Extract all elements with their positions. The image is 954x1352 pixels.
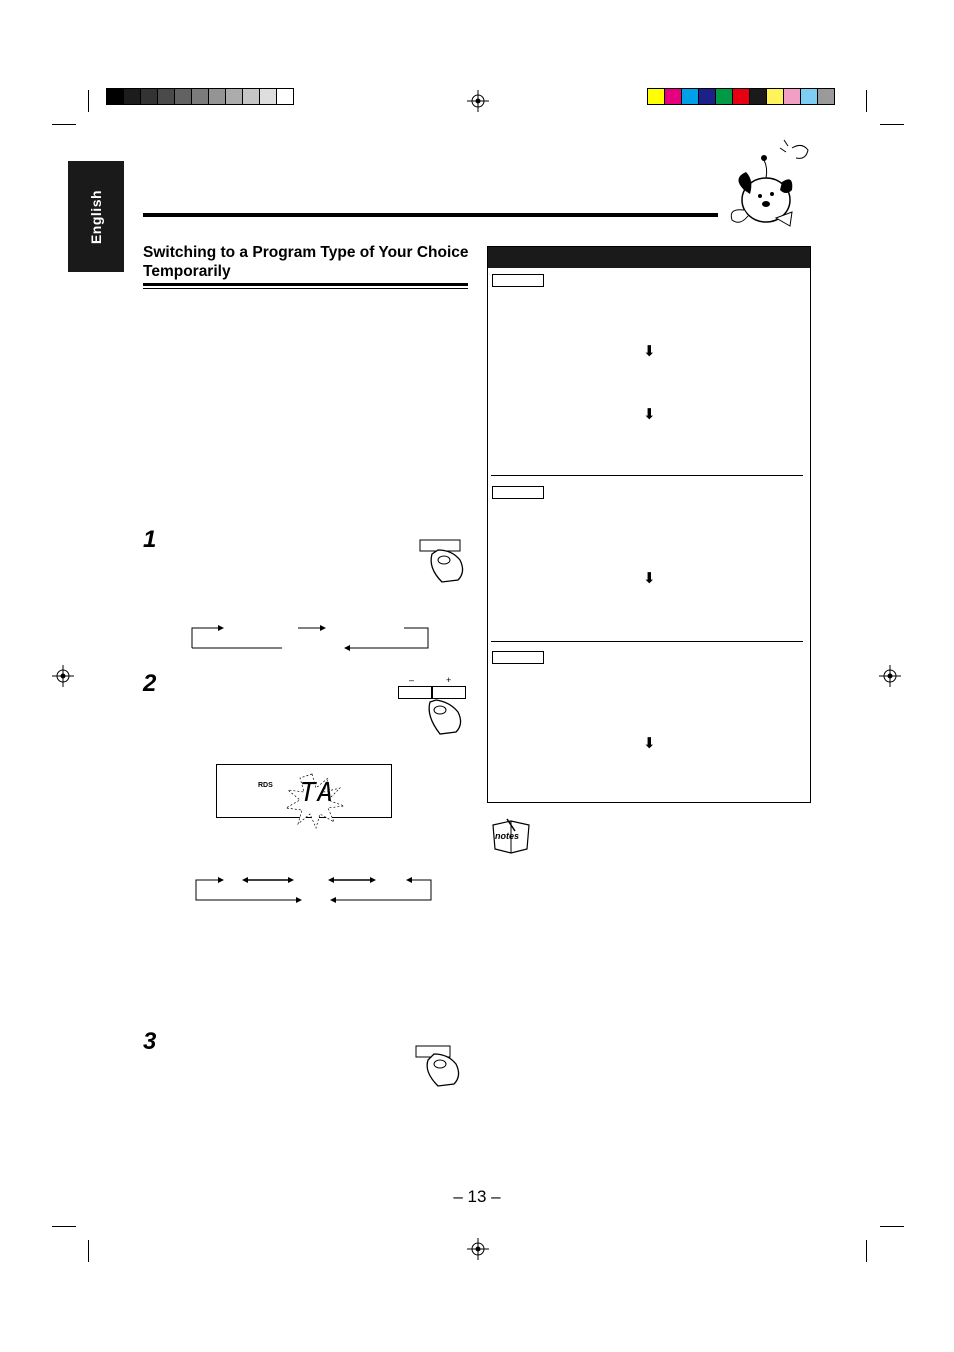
rds-indicator: RDS [258, 782, 273, 789]
color-swatch [225, 88, 243, 105]
color-swatch [123, 88, 141, 105]
heading-rule-thin [143, 288, 468, 289]
color-swatch [664, 88, 682, 105]
notes-label: notes [495, 831, 520, 841]
arrow-down-icon: ⬇ [643, 570, 656, 587]
page-number: – 13 – [453, 1187, 501, 1206]
color-swatch [276, 88, 294, 105]
example-label-box [492, 486, 544, 499]
language-tab [68, 161, 124, 272]
header-rule [143, 213, 718, 217]
heading-rule [143, 283, 468, 286]
arrow-down-icon: ⬇ [643, 735, 656, 752]
color-swatch [681, 88, 699, 105]
color-swatch [259, 88, 277, 105]
crop-mark [88, 90, 89, 112]
registration-target-icon [52, 665, 74, 687]
color-swatch [783, 88, 801, 105]
arrow-down-icon: ⬇ [643, 343, 656, 360]
button-press-finger-icon [410, 1044, 470, 1090]
section-heading: Switching to a Program Type of Your Choice Temporarily [143, 244, 469, 280]
info-panel [487, 246, 811, 803]
registration-target-icon [467, 1238, 489, 1260]
color-swatch [208, 88, 226, 105]
color-swatch [157, 88, 175, 105]
color-swatch [242, 88, 260, 105]
color-swatch [715, 88, 733, 105]
example-label-box [492, 274, 544, 287]
mascot-dog-icon [722, 138, 814, 233]
panel-separator [491, 641, 803, 642]
color-swatch [140, 88, 158, 105]
color-swatch [732, 88, 750, 105]
color-swatch [817, 88, 835, 105]
color-swatch [647, 88, 665, 105]
display-readout: TA [300, 778, 336, 808]
crop-mark [866, 90, 867, 112]
plus-label: + [446, 675, 452, 685]
crop-mark [880, 1226, 904, 1227]
color-swatch [698, 88, 716, 105]
step-number: 1 [143, 526, 157, 553]
color-swatch [106, 88, 124, 105]
grayscale-registration-bar [106, 88, 293, 105]
example-label-box [492, 651, 544, 664]
registration-target-icon [879, 665, 901, 687]
panel-separator [491, 475, 803, 476]
crop-mark [52, 124, 76, 125]
step-number: 2 [143, 670, 157, 697]
language-tab-label: English [88, 189, 104, 244]
cycle-diagram [192, 872, 436, 904]
registration-target-icon [467, 90, 489, 112]
minus-label: – [409, 675, 415, 685]
crop-mark [52, 1226, 76, 1227]
cycle-diagram [188, 620, 432, 654]
color-registration-bar [647, 88, 834, 105]
crop-mark [88, 1240, 89, 1262]
crop-mark [866, 1240, 867, 1262]
button-press-finger-icon [418, 698, 468, 738]
color-swatch [174, 88, 192, 105]
step-number: 3 [143, 1028, 157, 1055]
color-swatch [766, 88, 784, 105]
crop-mark [880, 124, 904, 125]
color-swatch [191, 88, 209, 105]
color-swatch [800, 88, 818, 105]
arrow-down-icon: ⬇ [643, 406, 656, 423]
color-swatch [749, 88, 767, 105]
button-press-finger-icon [408, 538, 470, 586]
panel-header [488, 247, 810, 268]
